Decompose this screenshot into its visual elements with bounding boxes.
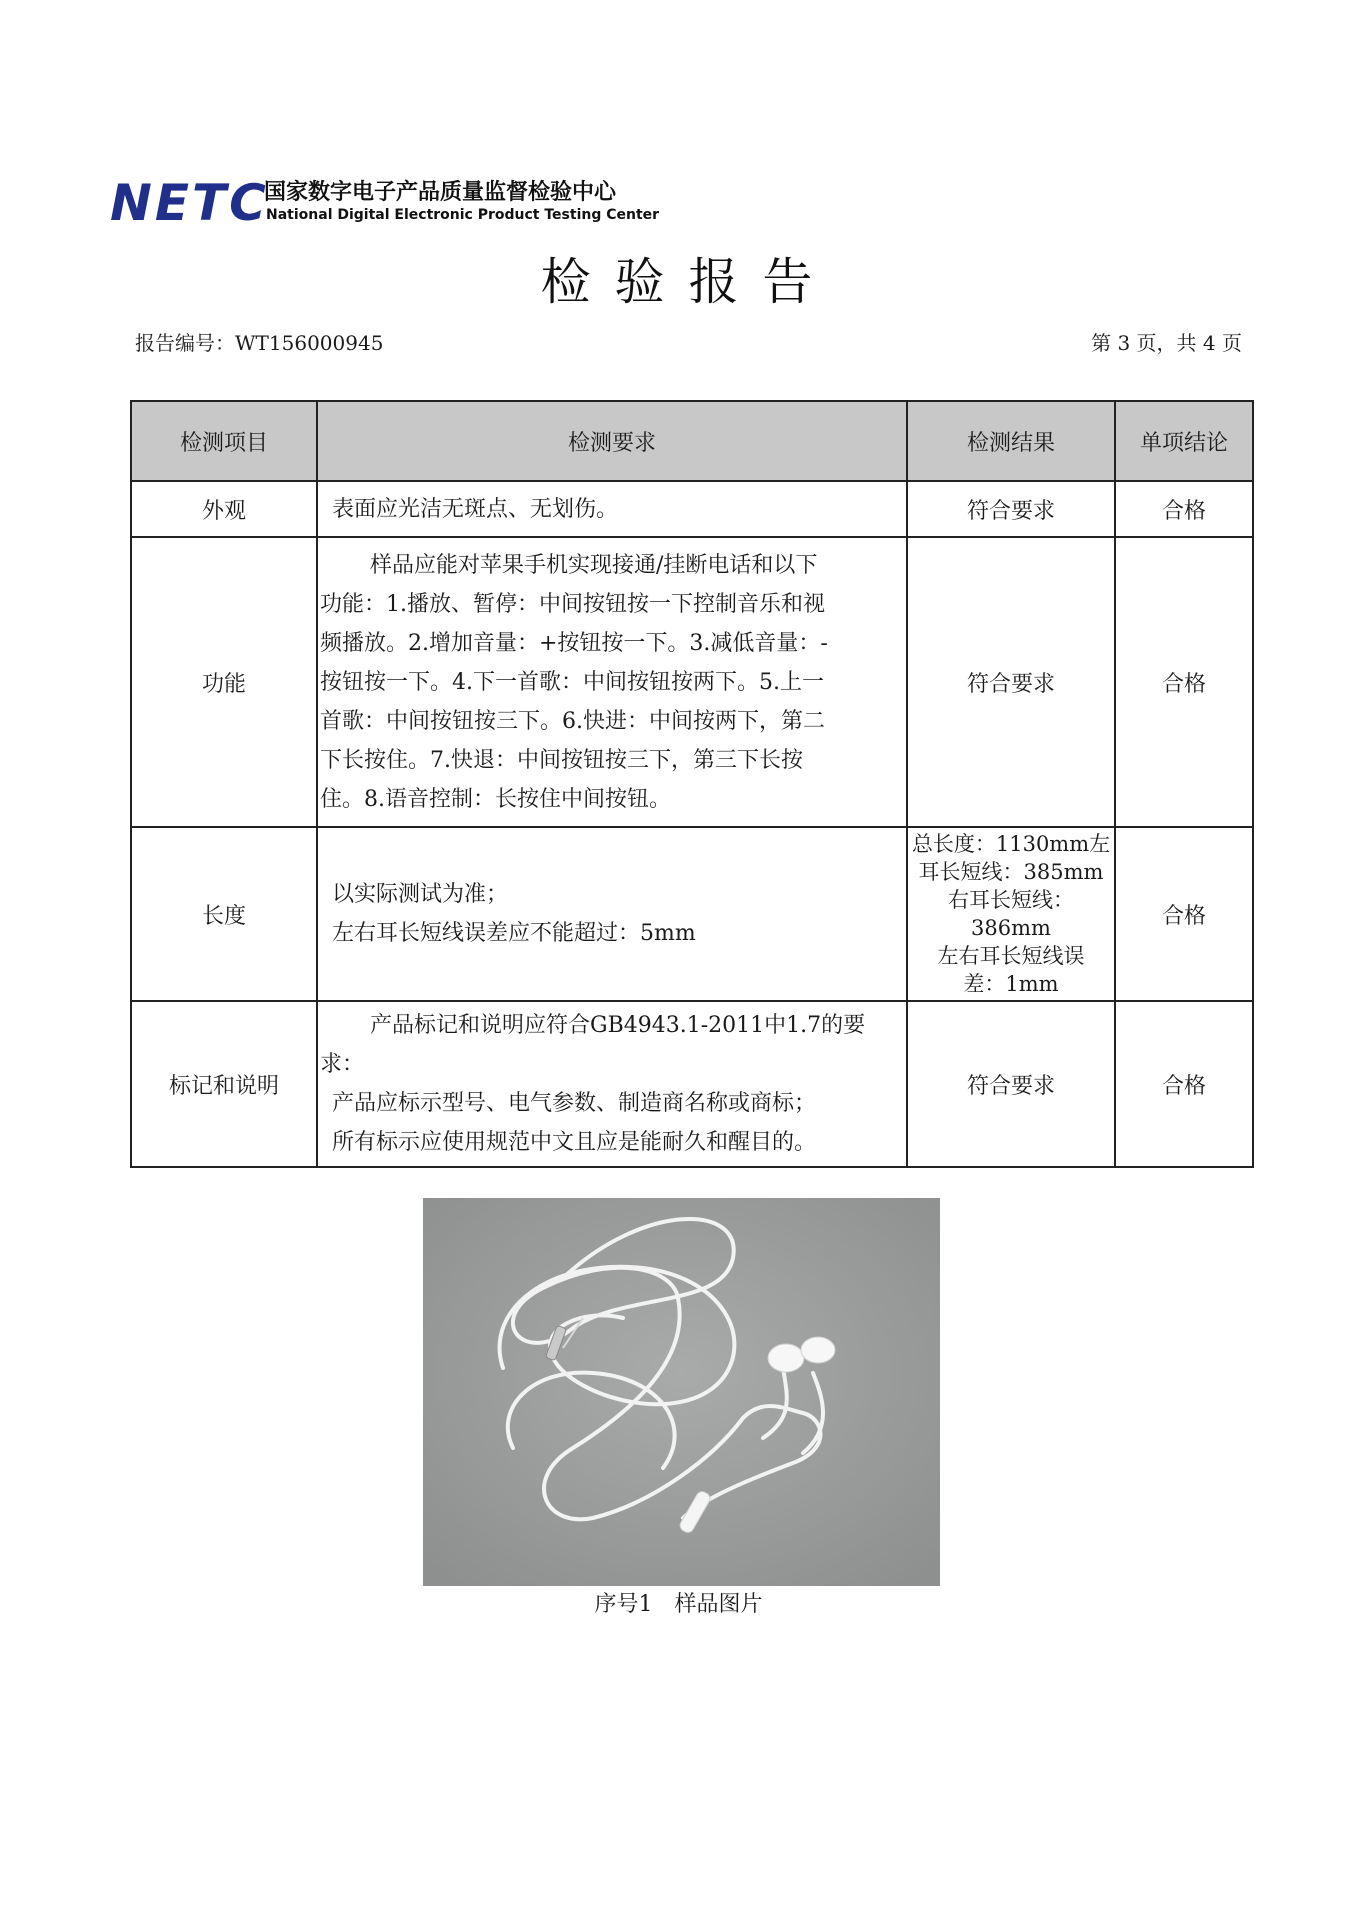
result-cell: 符合要求 — [907, 481, 1115, 537]
requirement-line: 住。8.语音控制：长按住中间按钮。 — [320, 786, 671, 812]
logo-mark: NETC — [110, 174, 269, 232]
item-cell: 长度 — [131, 827, 317, 1001]
requirement-line: 左右耳长短线误差应不能超过：5mm — [332, 921, 696, 946]
requirement-cell — [317, 1001, 907, 1167]
requirement-line: 产品应标示型号、电气参数、制造商名称或商标； — [332, 1091, 817, 1116]
header-result: 检测结果 — [907, 401, 1115, 481]
requirement-cell — [317, 537, 907, 827]
result-cell: 符合要求 — [907, 537, 1115, 827]
table-row — [131, 1001, 1253, 1167]
conclusion-cell: 合格 — [1115, 481, 1253, 537]
earphones-image — [423, 1198, 940, 1586]
requirement-line: 以实际测试为准； — [332, 882, 509, 907]
header-conclusion: 单项结论 — [1115, 401, 1253, 481]
requirement-line: 功能：1.播放、暂停：中间按钮按一下控制音乐和视 — [320, 591, 825, 617]
item-cell: 标记和说明 — [131, 1001, 317, 1167]
requirement-line: 求： — [320, 1052, 365, 1077]
requirement-cell — [317, 481, 907, 537]
result-cell — [907, 827, 1115, 1001]
item-cell: 功能 — [131, 537, 317, 827]
requirement-line: 产品标记和说明应符合GB4943.1-2011中1.7的要 — [370, 1013, 866, 1038]
header-requirement: 检测要求 — [317, 401, 907, 481]
table-header-row — [131, 401, 1253, 481]
requirement-line: 下长按住。7.快退：中间按钮按三下，第三下长按 — [320, 747, 803, 773]
requirement-line: 所有标示应使用规范中文且应是能耐久和醒目的。 — [332, 1130, 817, 1155]
requirement-line: 按钮按一下。4.下一首歌：中间按钮按两下。5.上一 — [320, 669, 824, 695]
conclusion-cell: 合格 — [1115, 1001, 1253, 1167]
requirement-line: 样品应能对苹果手机实现接通/挂断电话和以下 — [370, 552, 818, 578]
result-line: 右耳长短线： — [948, 888, 1074, 912]
org-name-en: National Digital Electronic Product Testing Center — [266, 207, 660, 223]
table-row — [131, 537, 1253, 827]
conclusion-cell: 合格 — [1115, 537, 1253, 827]
item-cell: 外观 — [131, 481, 317, 537]
report-title: 检 验 报 告 — [540, 253, 817, 311]
sample-photo — [423, 1198, 940, 1586]
requirement-cell — [317, 827, 907, 1001]
page-info: 第 3 页，共 4 页 — [1091, 331, 1242, 355]
result-line: 差：1mm — [963, 972, 1059, 996]
result-line: 总长度：1130mm左 — [911, 832, 1111, 856]
requirement-line: 表面应光洁无斑点、无划伤。 — [332, 496, 619, 522]
result-line: 耳长短线：385mm — [918, 860, 1104, 884]
header-item: 检测项目 — [131, 401, 317, 481]
report-number: 报告编号：WT156000945 — [135, 331, 384, 355]
conclusion-cell: 合格 — [1115, 827, 1253, 1001]
inspection-table — [130, 400, 1254, 1168]
photo-caption: 序号1 样品图片 — [594, 1592, 763, 1617]
table-row — [131, 827, 1253, 1001]
result-line: 386mm — [971, 916, 1051, 940]
result-line: 左右耳长短线误 — [937, 944, 1085, 968]
result-cell: 符合要求 — [907, 1001, 1115, 1167]
table-row — [131, 481, 1253, 537]
org-name-cn: 国家数字电子产品质量监督检验中心 — [264, 180, 617, 205]
requirement-line: 频播放。2.增加音量：+按钮按一下。3.减低音量：- — [320, 630, 828, 656]
requirement-line: 首歌：中间按钮按三下。6.快进：中间按两下，第二 — [320, 708, 825, 734]
